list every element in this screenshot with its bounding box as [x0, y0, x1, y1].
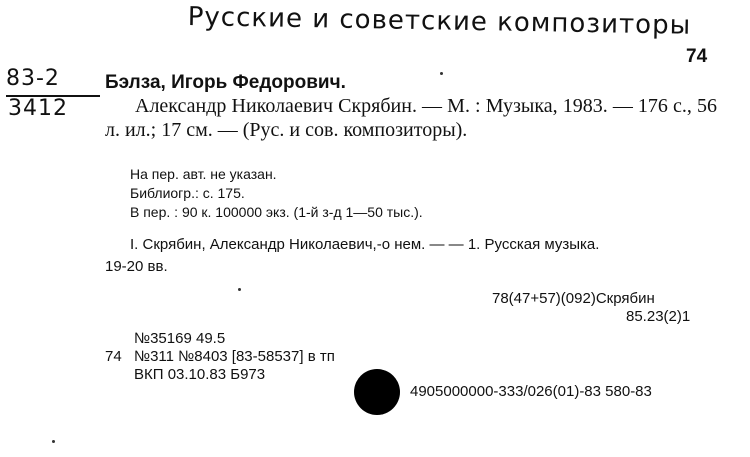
- classification-index: 78(47+57)(092)Скрябин: [492, 290, 655, 307]
- note-price-print-run: В пер. : 90 к. 100000 экз. (1-й з-д 1—50 тыс.).: [130, 204, 423, 220]
- ink-stamp: [354, 369, 400, 415]
- speck: [238, 288, 241, 291]
- footer-page-ref: 74: [105, 348, 122, 365]
- note-bibliography: Библиогр.: с. 175.: [130, 185, 245, 201]
- main-entry: Александр Николаевич Скрябин. — М. : Музыка, 1983. — 176 с., 56 л. ил.; 17 см. — (Рус. и сов. композиторы).: [105, 95, 717, 141]
- subject-headings: I. Скрябин, Александр Николаевич,-о нем. — — 1. Русская музыка.: [130, 236, 600, 253]
- footer-order-number: №35169 49.5: [134, 330, 226, 347]
- shelf-mark-bottom: 3412: [8, 96, 68, 121]
- isbn-code: 4905000000-333/026(01)-83 580-83: [410, 383, 652, 400]
- handwritten-title: Русские и советские композиторы: [187, 2, 692, 41]
- author-heading: Бэлза, Игорь Федорович.: [105, 72, 346, 93]
- classification-code: 85.23(2)1: [626, 308, 691, 325]
- page-number: 74: [686, 46, 708, 67]
- speck: [440, 72, 443, 75]
- note-cover: На пер. авт. не указан.: [130, 166, 277, 182]
- speck: [52, 440, 55, 443]
- footer-vkp: ВКП 03.10.83 Б973: [134, 366, 266, 383]
- footer-registration: №311 №8403 [83-58537] в тп: [134, 348, 335, 365]
- shelf-mark-top: 83-2: [6, 66, 60, 91]
- subject-headings-cont: 19-20 вв.: [105, 258, 168, 275]
